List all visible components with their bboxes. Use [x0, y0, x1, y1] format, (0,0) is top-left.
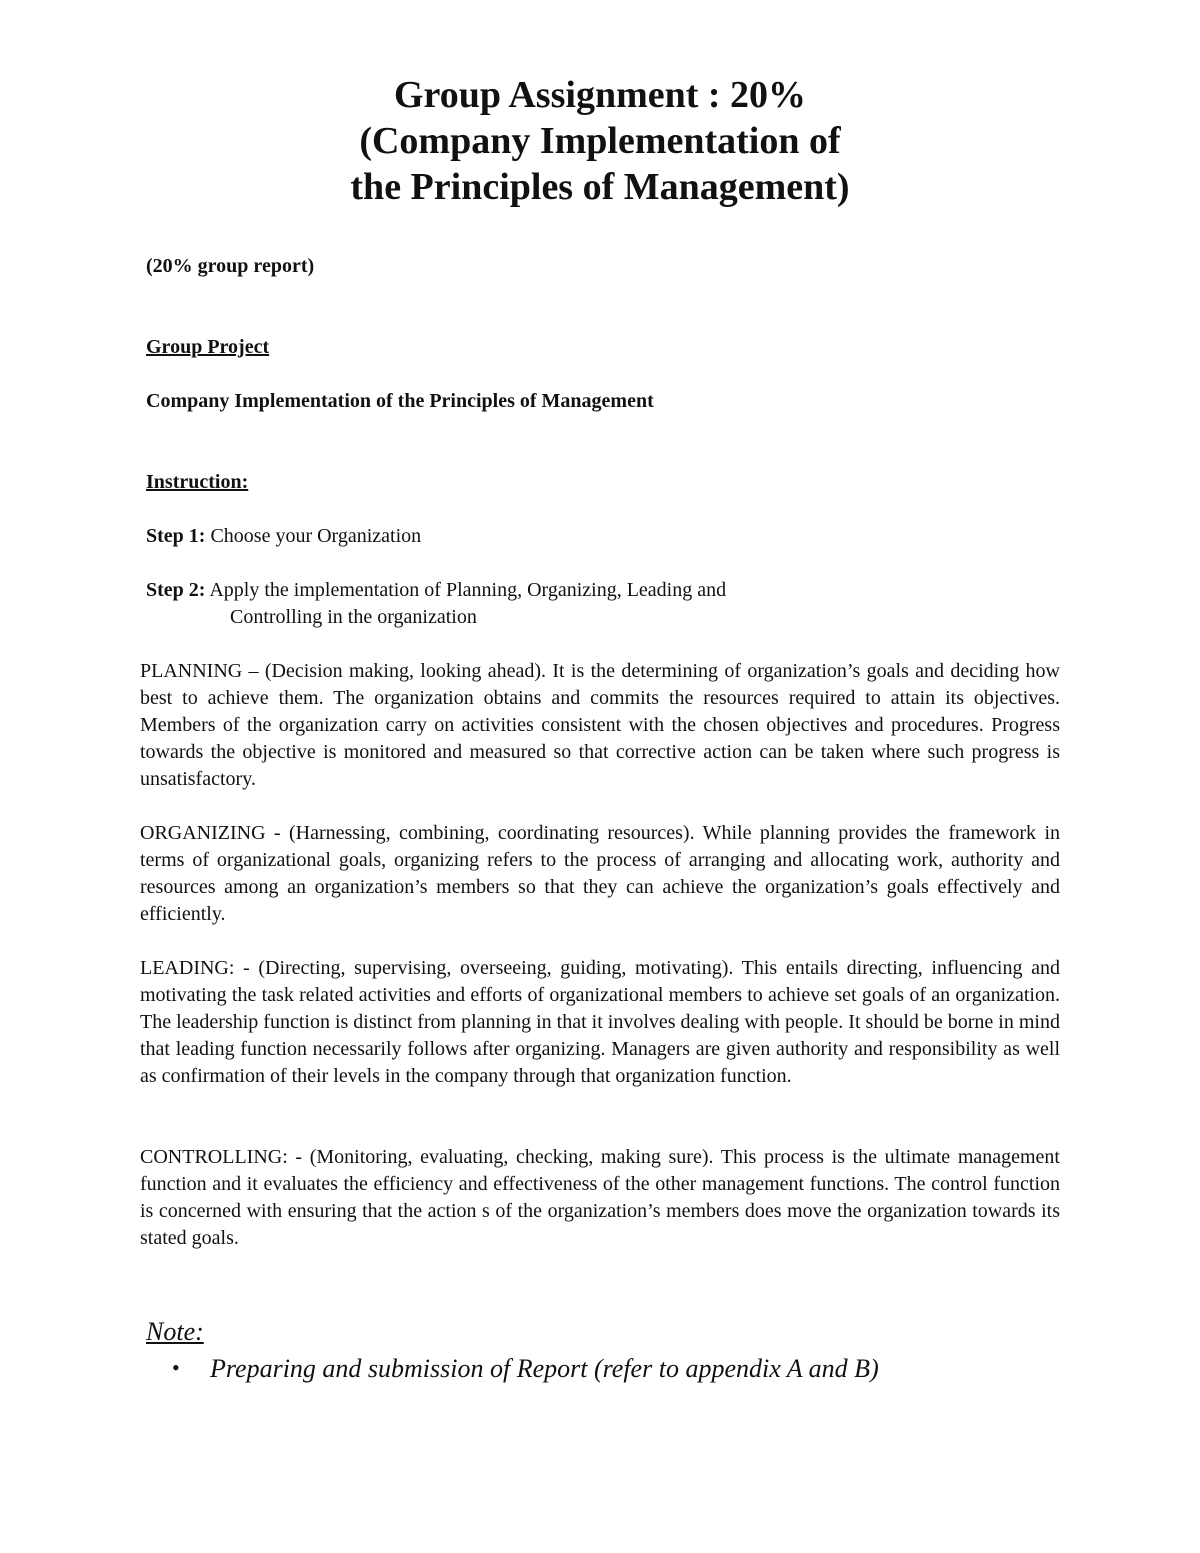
step-2-continuation: Controlling in the organization	[230, 606, 477, 628]
title-line-3: the Principles of Management)	[350, 166, 850, 208]
step-1-label: Step 1:	[146, 525, 206, 547]
step-2-label: Step 2:	[146, 579, 206, 601]
document-title	[0, 72, 1200, 210]
title-line-1: Group Assignment : 20%	[393, 74, 807, 116]
step-2-text: Apply the implementation of Planning, Organizing, Leading and	[205, 579, 727, 601]
note-list-item	[172, 1352, 879, 1385]
leading-paragraph: LEADING: - (Directing, supervising, overseeing, guiding, motivating). This entails directing, influencing and motivating the task related activities and efforts of organizational members to achieve set goals of an organization. The leadership function is distinct from planning in that it involves dealing with people. It should be borne in mind that leading function necessarily follows after organizing. Managers are given authority and responsibility as well as confirmation of their levels in the company through that organization function.	[140, 957, 1060, 1087]
step-1	[146, 523, 421, 550]
note-label: Note:	[146, 1317, 204, 1346]
step-1-text: Choose your Organization	[205, 525, 422, 547]
planning-paragraph: PLANNING – (Decision making, looking ahead). It is the determining of organization’s goals and deciding how best to achieve them. The organization obtains and commits the resources required to attain its objectives. Members of the organization carry on activities consistent with the chosen objectives and procedures. Progress towards the objective is monitored and measured so that corrective action can be taken where such progress is unsatisfactory.	[140, 660, 1060, 790]
report-weight: (20% group report)	[146, 255, 315, 277]
controlling-paragraph: CONTROLLING: - (Monitoring, evaluating, checking, making sure). This process is the ultimate management function and it evaluates the efficiency and effectiveness of the other management functions. The control function is concerned with ensuring that the action s of the organization’s members does move the organization towards its stated goals.	[140, 1146, 1060, 1249]
organizing-paragraph: ORGANIZING - (Harnessing, combining, coordinating resources). While planning provides the framework in terms of organizational goals, organizing refers to the process of arranging and allocating work, authority and resources among an organization’s members so that they can achieve the organization’s goals effectively and efficiently.	[140, 822, 1060, 925]
title-line-2: (Company Implementation of	[359, 120, 841, 162]
note-item-text: Preparing and submission of Report (refer to appendix A and B)	[210, 1354, 879, 1383]
instruction-heading: Instruction:	[146, 471, 249, 493]
bullet-icon: •	[172, 1355, 180, 1380]
step-2	[146, 577, 726, 604]
group-project-subtitle: Company Implementation of the Principles of Management	[146, 390, 654, 412]
group-project-heading: Group Project	[146, 336, 270, 358]
